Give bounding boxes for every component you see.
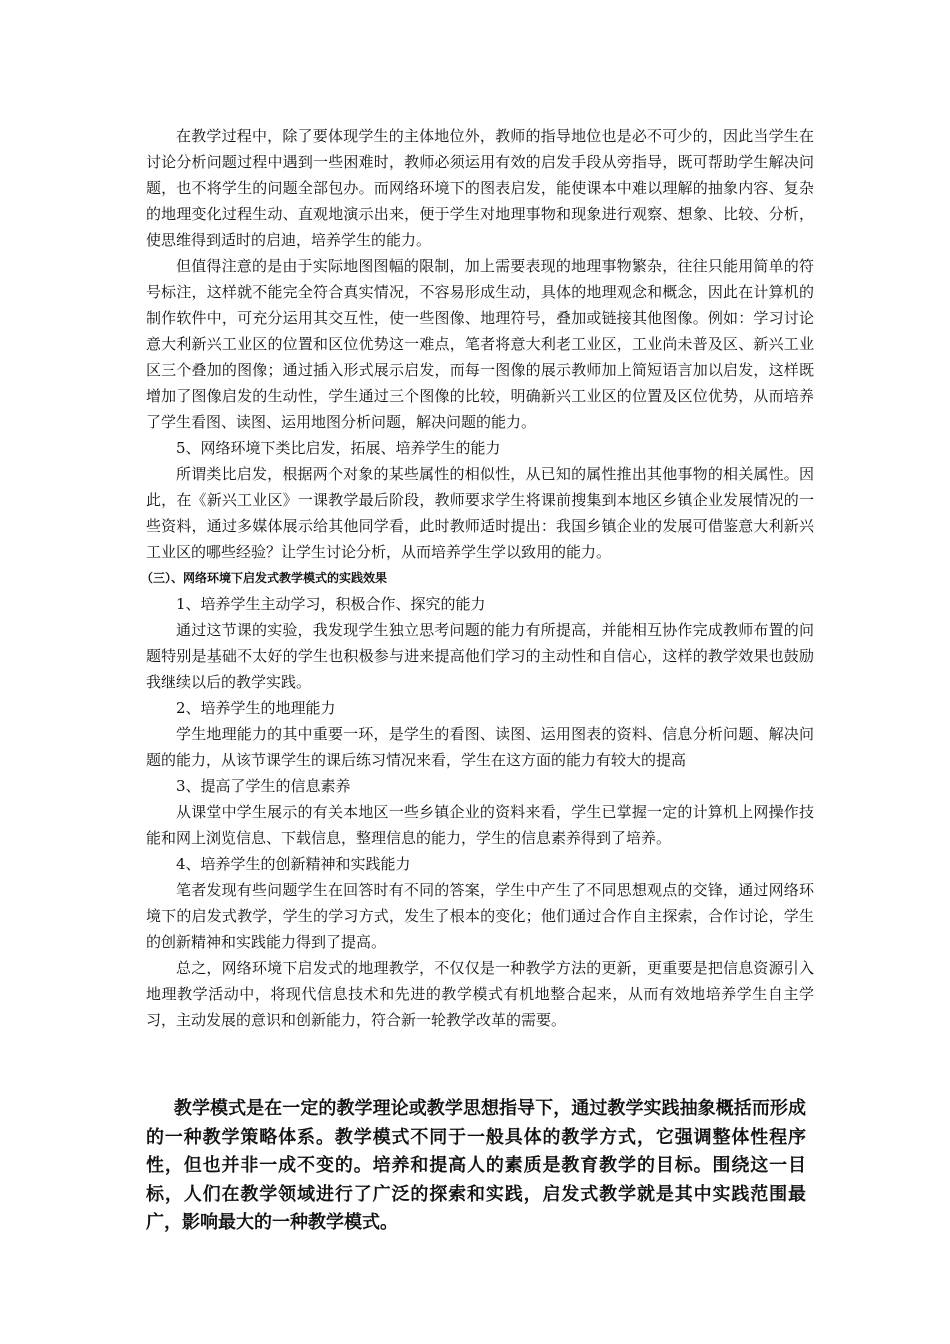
subheading-innovation: 4、培养学生的创新精神和实践能力 [176,855,411,873]
paragraph-geography-ability: 学生地理能力的其中重要一环，是学生的看图、读图、运用图表的资料、信息分析问题、解决问题的能力，从该节课学生的课后练习情况来看，学生在这方面的能力有较大的提高 [146,725,814,769]
paragraph-conclusion: 总之，网络环境下启发式的地理教学，不仅仅是一种教学方法的更新，更重要是把信息资源引入地理教学活动中，将现代信息技术和先进的教学模式有机地整合起来，从而有效地培养学生自主学习，主动发展的意识和创新能力，符合新一轮教学改革的需要。 [146,959,814,1029]
subheading-analogy-inspiration: 5、网络环境下类比启发，拓展、培养学生的能力 [176,439,501,457]
closing-paragraph: 教学模式是在一定的教学理论或教学思想指导下，通过教学实践抽象概括而形成的一种教学策略体系。教学模式不同于一般具体的教学方式，它强调整体性程序性，但也并非一成不变的。培养和提高人的素质是教育教学的目标。围绕这一目标，人们在教学领域进行了广泛的探索和实践，启发式教学就是其中实践范围最广，影响最大的一种教学模式。 [146,1098,806,1233]
section-heading-practice-effects: （三）、网络环境下启发式教学模式的实践效果 [141,571,388,585]
paragraph-analogy: 所谓类比启发，根据两个对象的某些属性的相似性，从已知的属性推出其他事物的相关属性。因此，在《新兴工业区》一课教学最后阶段，教师要求学生将课前搜集到本地区乡镇企业发展情况的一些资料，通过多媒体展示给其他同学看，此时教师适时提出：我国乡镇企业的发展可借鉴意大利新兴工业区的哪些经验？让学生讨论分析，从而培养学生学以致用的能力。 [146,465,814,561]
paragraph-innovation: 笔者发现有些问题学生在回答时有不同的答案，学生中产生了不同思想观点的交锋，通过网络环境下的启发式教学，学生的学习方式，发生了根本的变化；他们通过合作自主探索，合作讨论，学生的创新精神和实践能力得到了提高。 [146,881,814,951]
paragraph-map-limitations: 但值得注意的是由于实际地图图幅的限制，加上需要表现的地理事物繁杂，往往只能用简单的符号标注，这样就不能完全符合真实情况，不容易形成生动，具体的地理观念和概念，因此在计算机的制作软件中，可充分运用其交互性，使一些图像、地理符号，叠加或链接其他图像。例如：学习讨论意大利新兴工业区的位置和区位优势这一难点，笔者将意大利老工业区，工业尚未普及区、新兴工业区三个叠加的图像；通过插入形式展示启发，而每一图像的展示教师加上简短语言加以启发，这样既增加了图像启发的生动性，学生通过三个图像的比较，明确新兴工业区的位置及区位优势，从而培养了学生看图、读图、运用地图分析问题，解决问题的能力。 [146,257,814,431]
subheading-active-learning: 1、培养学生主动学习，积极合作、探究的能力 [176,595,486,613]
paragraph-information-literacy: 从课堂中学生展示的有关本地区一些乡镇企业的资料来看，学生已掌握一定的计算机上网操作技能和网上浏览信息、下载信息，整理信息的能力，学生的信息素养得到了培养。 [146,803,814,847]
document-body [141,123,814,1033]
paragraph-active-learning: 通过这节课的实验，我发现学生独立思考问题的能力有所提高，并能相互协作完成教师布置的问题特别是基础不太好的学生也积极参与进来提高他们学习的主动性和自信心，这样的教学效果也鼓励我继续以后的教学实践。 [146,621,814,691]
subheading-geography-ability: 2、培养学生的地理能力 [176,699,336,717]
subheading-information-literacy: 3、提高了学生的信息素养 [176,777,351,795]
paragraph-guidance-role: 在教学过程中，除了要体现学生的主体地位外，教师的指导地位也是必不可少的，因此当学生在讨论分析问题过程中遇到一些困难时，教师必须运用有效的启发手段从旁指导，既可帮助学生解决问题，也不将学生的问题全部包办。而网络环境下的图表启发，能使课本中难以理解的抽象内容、复杂的地理变化过程生动、直观地演示出来，便于学生对地理事物和现象进行观察、想象、比较、分析，使思维得到适时的启迪，培养学生的能力。 [146,127,814,249]
